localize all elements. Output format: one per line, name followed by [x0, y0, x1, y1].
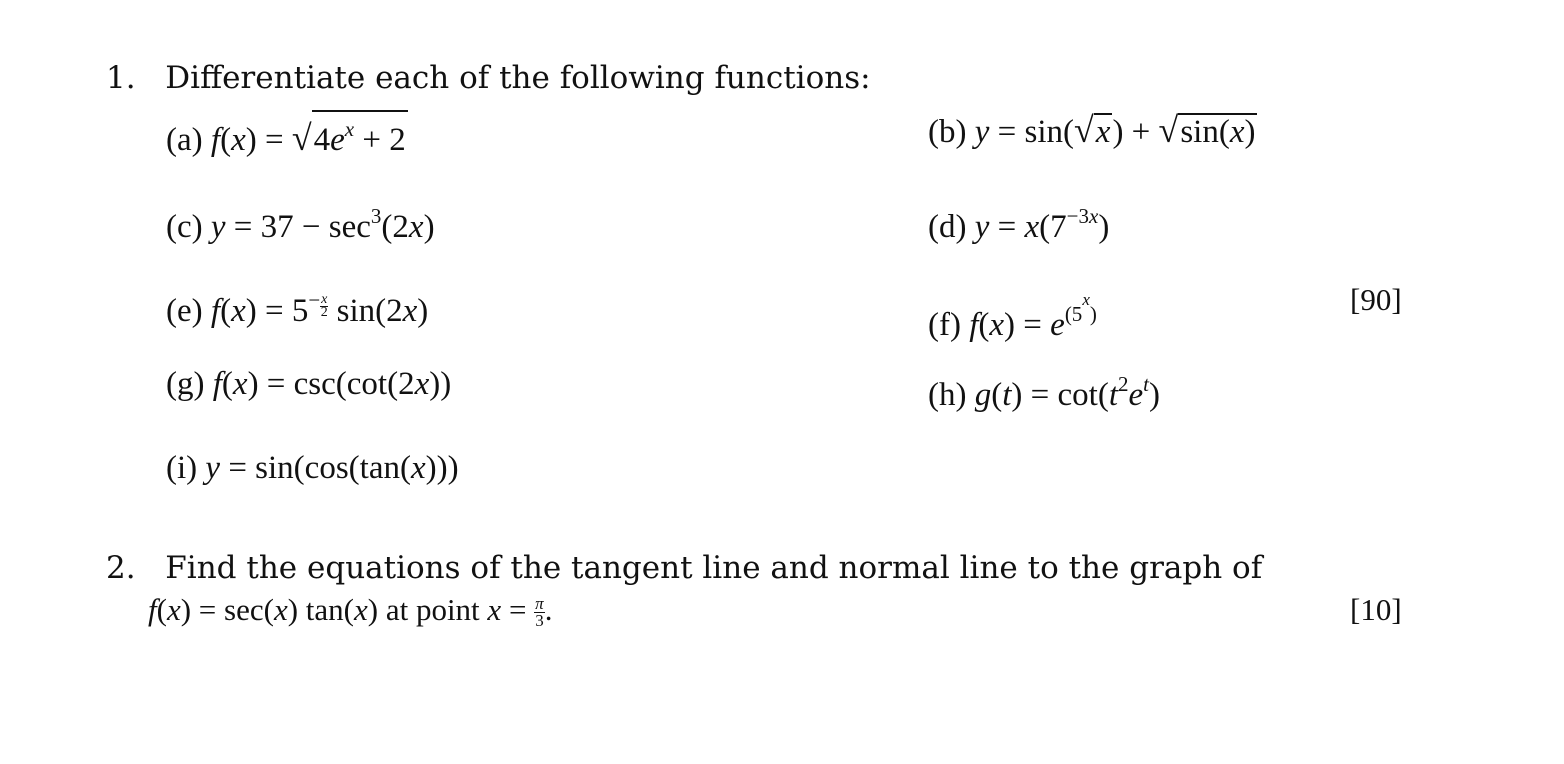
- pi-over-three-fraction: $\frac{\pi}{3}$: [535, 594, 544, 631]
- question-2-line-1: [106, 550, 1262, 586]
- part-b-label: (b): [928, 114, 967, 150]
- question-2-number: 2.: [106, 550, 136, 586]
- question-1-number: 1.: [106, 60, 136, 96]
- part-d-label: (d): [928, 209, 967, 245]
- question-2-line-2: [148, 590, 552, 630]
- question-1-prompt: Differentiate each of the following functions:: [165, 60, 871, 96]
- part-b: [928, 110, 1257, 152]
- part-c: [166, 196, 435, 247]
- part-b-expression: y = sin(√x) + √sin(x): [974, 110, 1256, 150]
- question-2-expression: f(x) = sec(x) tan(x) at point x = $\frac{\pi}{3}$ .: [148, 592, 553, 631]
- part-d: [928, 196, 1109, 247]
- part-h-label: (h): [928, 377, 967, 413]
- part-e-label: (e): [166, 293, 203, 329]
- part-a: [166, 110, 408, 160]
- part-e-expression: f(x) = 5− $\frac{x}{2}$ sin(2x): [210, 288, 429, 329]
- part-a-label: (a): [166, 122, 203, 158]
- question-2-prompt: Find the equations of the tangent line and normal line to the graph of: [165, 550, 1263, 586]
- part-a-expression: $f(x) = √4e^x + 2$: [211, 122, 408, 158]
- part-g-expression: f(x) = csc(cot(2x)): [212, 366, 452, 402]
- part-h-expression: $g(t) = \cot(t^2e^t)$: [974, 372, 1160, 413]
- part-e: [166, 280, 428, 331]
- question-2-marks: [10]: [1350, 592, 1402, 627]
- part-f-expression: $f(x) = e^{(5^x)}$: [969, 290, 1097, 343]
- part-g-label: (g): [166, 366, 205, 402]
- part-i-label: (i): [166, 450, 198, 486]
- part-i-expression: y = sin(cos(tan(x))): [205, 450, 459, 486]
- part-d-expression: $y = x(7^{-3x})$: [974, 204, 1110, 245]
- part-g: [166, 364, 451, 404]
- question-1-marks: [90]: [1350, 282, 1402, 317]
- part-f: [928, 280, 1097, 345]
- question-1-header: [106, 60, 871, 96]
- part-c-expression: $y = 37 - \sec^3(2x)$: [210, 204, 435, 245]
- part-f-label: (f): [928, 307, 961, 343]
- part-h: [928, 364, 1160, 415]
- part-i: [166, 448, 459, 488]
- part-c-label: (c): [166, 209, 203, 245]
